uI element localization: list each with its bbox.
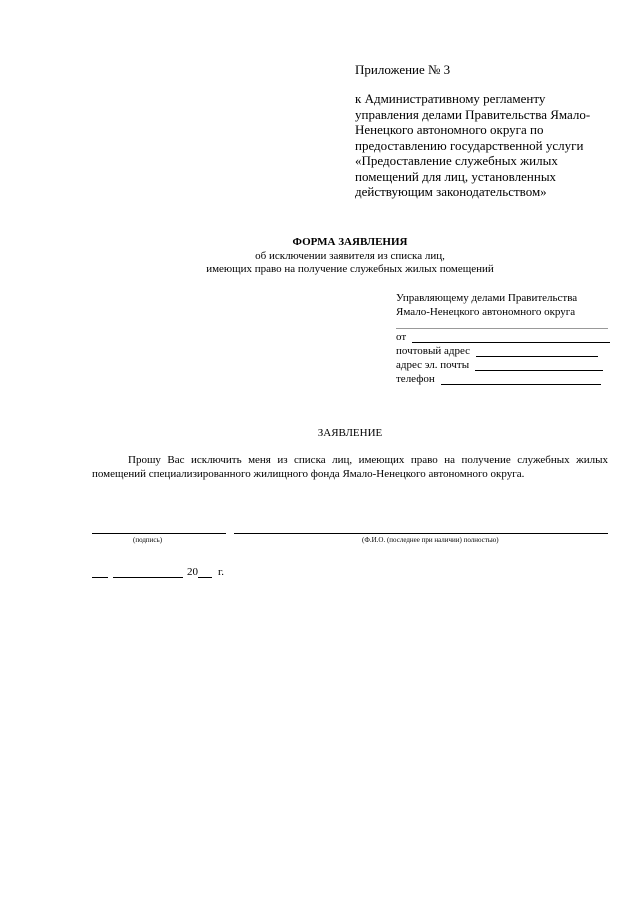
addressee-line-2: Ямало-Ненецкого автономного округа <box>396 306 576 318</box>
phone-field <box>396 373 601 385</box>
date-month-line[interactable] <box>113 566 183 578</box>
appendix-line: действующим законодательством» <box>355 184 547 199</box>
phone-label: телефон <box>396 373 435 385</box>
statement-text: Прошу Вас исключить меня из списка лиц, имеющих право на получение служебных жилых помещений специализированного жилищного фонда Ямало-Ненецкого автономного округа. <box>92 454 608 480</box>
date-year-line[interactable] <box>198 566 212 578</box>
appendix-line: помещений для лиц, установленных <box>355 168 557 184</box>
addressee-line-1: Управляющему делами Правительства <box>396 292 578 304</box>
phone-fill-line[interactable] <box>441 373 601 385</box>
postal-address-fill-line[interactable] <box>476 345 598 357</box>
appendix-line: управления делами Правительства Ямало- <box>355 106 591 122</box>
from-fill-line[interactable] <box>412 331 610 343</box>
date-year-suffix: г. <box>218 566 225 578</box>
appendix-title: Приложение № 3 <box>355 62 451 77</box>
addressee-block <box>396 291 577 319</box>
form-subtitle-line-2: имеющих право на получение служебных жилых помещений <box>206 263 494 275</box>
appendix-line: «Предоставление служебных жилых <box>355 153 558 168</box>
appendix-line: Ненецкого автономного округа по <box>355 122 544 137</box>
signature-line[interactable] <box>92 533 226 534</box>
date-field <box>92 566 224 578</box>
email-label: адрес эл. почты <box>396 359 470 371</box>
form-subtitle-line-1: об исключении заявителя из списка лиц, <box>255 250 445 262</box>
appendix-line: предоставлению государственной услуги <box>355 137 584 153</box>
appendix-line: к Административному регламенту <box>355 91 546 106</box>
date-year-prefix: 20 <box>187 566 198 578</box>
date-day-line[interactable] <box>92 566 108 578</box>
full-name-caption: (Ф.И.О. (последнее при наличии) полностью) <box>362 536 499 544</box>
form-title: ФОРМА ЗАЯВЛЕНИЯ <box>292 236 408 248</box>
statement-title: ЗАЯВЛЕНИЕ <box>317 427 383 439</box>
email-field <box>396 359 603 371</box>
appendix-reference <box>355 91 590 200</box>
email-fill-line[interactable] <box>475 359 603 371</box>
from-label: от <box>396 331 407 343</box>
signature-caption: (подпись) <box>133 536 163 544</box>
addressee-blank-line <box>396 328 608 329</box>
postal-address-field <box>396 345 598 357</box>
from-field <box>396 331 610 343</box>
full-name-line[interactable] <box>234 533 608 534</box>
postal-address-label: почтовый адрес <box>396 345 471 357</box>
